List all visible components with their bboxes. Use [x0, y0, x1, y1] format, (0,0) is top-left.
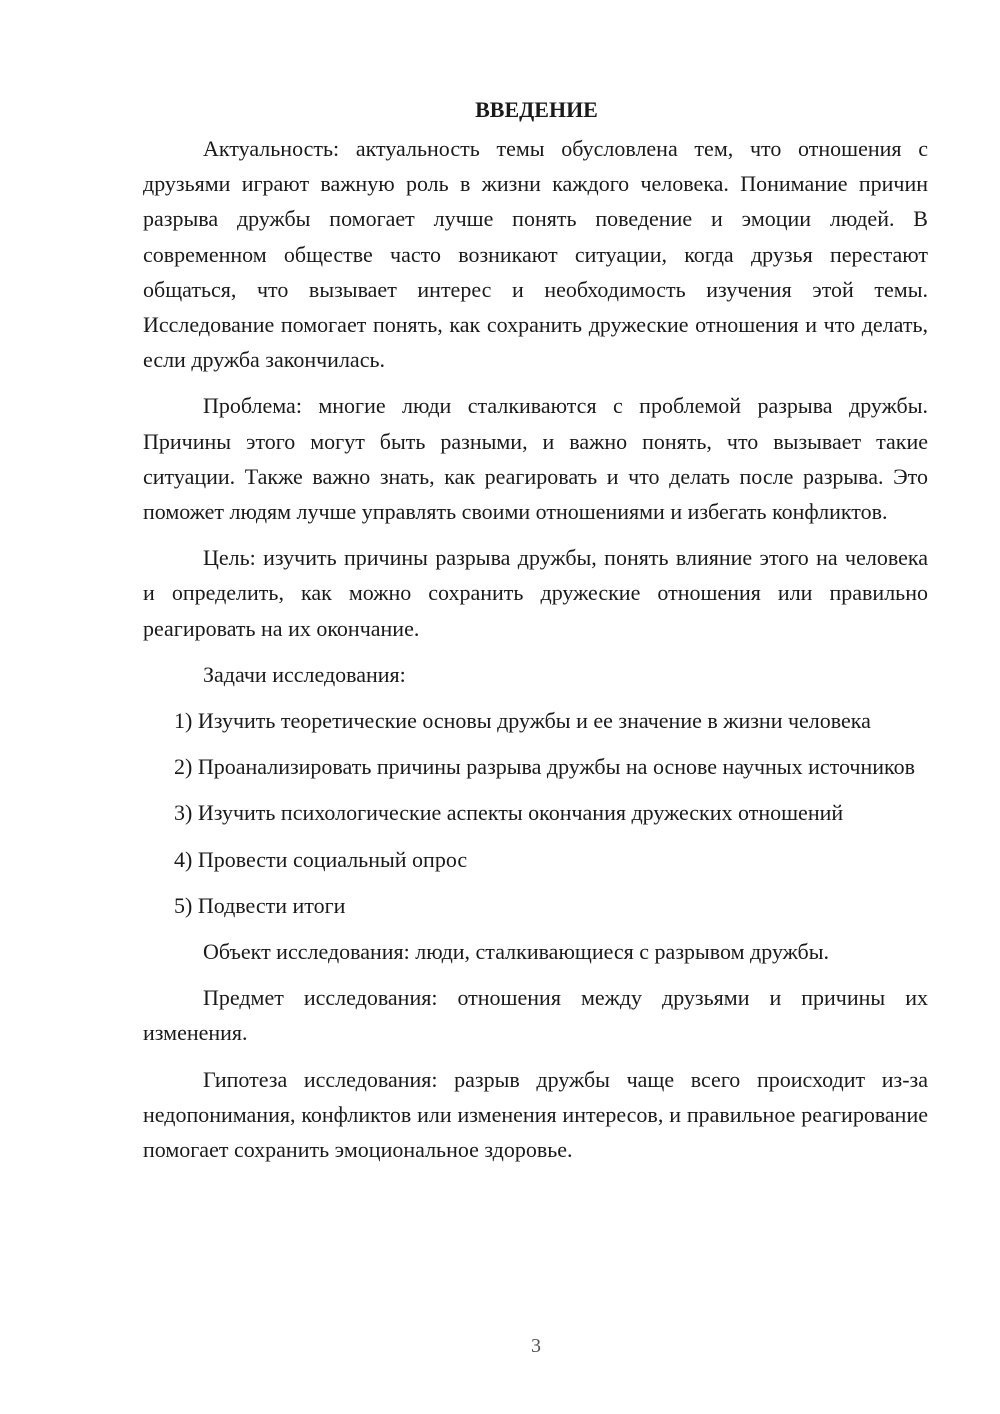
page-title: ВВЕДЕНИЕ [475, 97, 598, 122]
goal-paragraph: Цель: изучить причины разрыва дружбы, понять влияние этого на человека и определить, как можно сохранить дружеские отношения или правильно реагировать на их окончание. [143, 545, 928, 641]
subject-paragraph: Предмет исследования: отношения между друзьями и причины их изменения. [143, 985, 928, 1046]
document-page [143, 92, 928, 1178]
object-paragraph: Объект исследования: люди, сталкивающиеся с разрывом дружбы. [203, 939, 830, 965]
task-item-4: 4) Провести социальный опрос [174, 846, 468, 872]
tasks-heading: Задачи исследования: [203, 661, 406, 687]
problem-paragraph: Проблема: многие люди сталкиваются с проблемой разрыва дружбы. Причины этого могут быть разными, и важно понять, что вызывает такие ситуации. Также важно знать, как реагировать и что делать после разрыва. Это поможет людям лучше управлять своими отношениями и избегать конфликтов. [143, 393, 928, 525]
task-item-2: 2) Проанализировать причины разрыва дружбы на основе научных источников [174, 754, 915, 780]
task-item-1: 1) Изучить теоретические основы дружбы и ее значение в жизни человека [174, 708, 871, 734]
task-item-5: 5) Подвести итоги [174, 892, 346, 918]
hypothesis-paragraph: Гипотеза исследования: разрыв дружбы чаще всего происходит из-за недопонимания, конфликтов или изменения интересов, и правильное реагирование помогает сохранить эмоциональное здоровье. [143, 1066, 928, 1163]
relevance-paragraph: Актуальность: актуальность темы обусловлена тем, что отношения с друзьями играют важную роль в жизни каждого человека. Понимание причин разрыва дружбы помогает лучше понять поведение и эмоции людей. В современном обществе часто возникают ситуации, когда друзья перестают общаться, что вызывает интерес и необходимость изучения этой темы. Исследование помогает понять, как сохранить дружеские отношения и что делать, если дружба закончилась. [143, 136, 928, 373]
task-item-3: 3) Изучить психологические аспекты окончания дружеских отношений [174, 800, 844, 826]
page-number: 3 [531, 1335, 541, 1357]
